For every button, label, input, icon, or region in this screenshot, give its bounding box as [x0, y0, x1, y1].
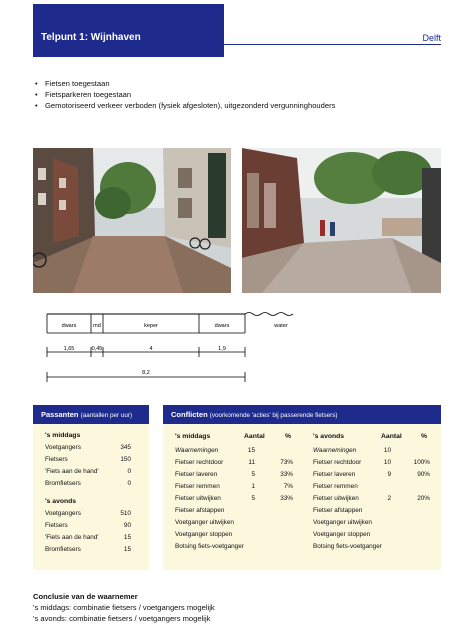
row-aantal: 10 [383, 447, 391, 454]
row-label: Fietser afstappen [313, 507, 363, 514]
row-aantal: 11 [248, 459, 255, 466]
row-label: Fietser remmen [313, 483, 358, 490]
width-label: 1,65 [63, 346, 75, 352]
street-photo-left [33, 148, 231, 293]
table-row [313, 541, 433, 553]
city-label: Delft [422, 33, 441, 43]
table-row [313, 481, 433, 493]
row-label: Fietser rechtdoor [175, 459, 224, 466]
page-title: Telpunt 1: Wijnhaven [41, 32, 141, 43]
conclusie-block [33, 591, 215, 625]
list-item [45, 544, 131, 556]
segment-label: water [274, 323, 288, 329]
header-rule [33, 44, 441, 45]
table-heading: 's middags [175, 433, 211, 440]
passanten-middag-heading: 's middags [45, 432, 81, 439]
list-item [45, 508, 131, 520]
row-label: Voetganger stoppen [175, 531, 233, 538]
row-value: 0 [127, 468, 131, 475]
row-aantal: 15 [247, 447, 255, 454]
row-value: 510 [120, 510, 131, 517]
row-label: Fietser laveren [313, 471, 356, 478]
rule-item: • Fietsparkeren toegestaan [33, 90, 335, 101]
row-label: Voetgangers [45, 510, 81, 517]
list-item [45, 466, 131, 478]
table-row [175, 541, 295, 553]
table-row [175, 517, 295, 529]
table-row [313, 505, 433, 517]
passanten-title: Passanten [41, 410, 79, 419]
conflicten-subtitle: (voorkomende 'acties' bij passerende fietsers) [209, 412, 338, 419]
conclusie-line: 's avonds: combinatie fietsers / voetgangers mogelijk [33, 614, 211, 624]
row-label: Botsing fiets-voetganger [175, 543, 244, 550]
header-title-block [33, 4, 224, 57]
row-aantal: 2 [387, 495, 391, 502]
col-aantal-header: Aantal [244, 433, 265, 440]
list-item [45, 442, 131, 454]
row-label: Fietser afstappen [175, 507, 225, 514]
row-label: Voetgangers [45, 444, 81, 451]
conflicten-panel [163, 405, 441, 570]
street-profile-diagram [33, 300, 303, 390]
passanten-avond-list [45, 508, 131, 556]
row-label: Voetganger stoppen [313, 531, 371, 538]
row-value: 15 [123, 546, 131, 553]
conclusie-title: Conclusie van de waarnemer [33, 592, 138, 601]
table-header [175, 431, 295, 443]
row-value: 345 [120, 444, 131, 451]
row-label: Fietser uitwijken [313, 495, 359, 502]
table-row [313, 457, 433, 469]
row-pct: 73% [280, 459, 293, 466]
row-aantal: 9 [387, 471, 391, 478]
conflicten-avond-rows [313, 445, 433, 553]
row-pct: 100% [413, 459, 430, 466]
street-photo-right [242, 148, 441, 293]
row-label: 'Fiets aan de hand' [45, 534, 99, 541]
segment-label: dwars [61, 323, 77, 329]
conflicten-middag-rows [175, 445, 295, 553]
conclusie-line: 's middags: combinatie fietsers / voetgangers mogelijk [33, 603, 215, 613]
col-pct-header: % [285, 433, 292, 440]
traffic-rules-list [33, 79, 335, 111]
col-aantal-header: Aantal [381, 433, 402, 440]
row-label: Botsing fiets-voetganger [313, 543, 382, 550]
list-item [45, 454, 131, 466]
col-pct-header: % [421, 433, 428, 440]
passanten-panel [33, 405, 149, 570]
row-label: Fietsers [45, 522, 68, 529]
conflicten-avond-table [313, 431, 433, 553]
segment-label: keper [144, 323, 158, 329]
row-value: 0 [127, 480, 131, 487]
row-value: 15 [123, 534, 131, 541]
row-label: Voetganger uitwijken [313, 519, 372, 526]
row-label: 'Fiets aan de hand' [45, 468, 99, 475]
row-label: Fietser rechtdoor [313, 459, 362, 466]
segment-label: md [93, 323, 101, 329]
rule-item: • Fietsen toegestaan [33, 79, 335, 90]
row-pct: 20% [417, 495, 430, 502]
list-item [45, 478, 131, 490]
row-label: Fietsers [45, 456, 68, 463]
row-label: Fietser remmen [175, 483, 220, 490]
passanten-subtitle: (aantallen per uur) [80, 412, 133, 419]
total-width-label: 8,2 [142, 370, 150, 376]
list-item [45, 520, 131, 532]
table-heading: 's avonds [313, 433, 345, 440]
passanten-header [33, 405, 149, 424]
passanten-middag-list [45, 442, 131, 490]
table-row [175, 457, 295, 469]
conflicten-header [163, 405, 441, 424]
table-row [175, 493, 295, 505]
list-item [45, 532, 131, 544]
width-label: 1,9 [218, 346, 226, 352]
row-pct: 33% [280, 495, 293, 502]
row-aantal: 10 [383, 459, 391, 466]
width-label: 0,45 [91, 346, 103, 352]
row-aantal: 5 [251, 471, 255, 478]
table-row [175, 445, 295, 457]
row-label: Bromfietsers [45, 480, 81, 487]
row-pct: 90% [417, 471, 430, 478]
table-row [175, 481, 295, 493]
table-row [313, 469, 433, 481]
row-value: 90 [123, 522, 131, 529]
segment-label: dwars [214, 323, 230, 329]
table-row [175, 529, 295, 541]
table-header [313, 431, 433, 443]
table-row [313, 493, 433, 505]
row-aantal: 5 [251, 495, 255, 502]
passanten-avond-heading: 's avonds [45, 498, 77, 505]
row-aantal: 1 [251, 483, 255, 490]
row-label: Fietser laveren [175, 471, 218, 478]
conflicten-title: Conflicten [171, 410, 208, 419]
row-value: 150 [120, 456, 131, 463]
row-label: Waarnemingen [175, 447, 219, 454]
table-row [313, 445, 433, 457]
row-label: Bromfietsers [45, 546, 81, 553]
width-label: 4 [149, 346, 153, 352]
row-label: Waarnemingen [313, 447, 357, 454]
table-row [175, 469, 295, 481]
table-row [313, 517, 433, 529]
row-label: Voetganger uitwijken [175, 519, 234, 526]
rule-item: • Gemotoriseerd verkeer verboden (fysiek afgesloten), uitgezonderd vergunninghouders [33, 101, 335, 112]
table-row [313, 529, 433, 541]
table-row [175, 505, 295, 517]
conflicten-middag-table [175, 431, 295, 553]
row-label: Fietser uitwijken [175, 495, 221, 502]
row-pct: 7% [283, 483, 293, 490]
row-pct: 33% [280, 471, 293, 478]
